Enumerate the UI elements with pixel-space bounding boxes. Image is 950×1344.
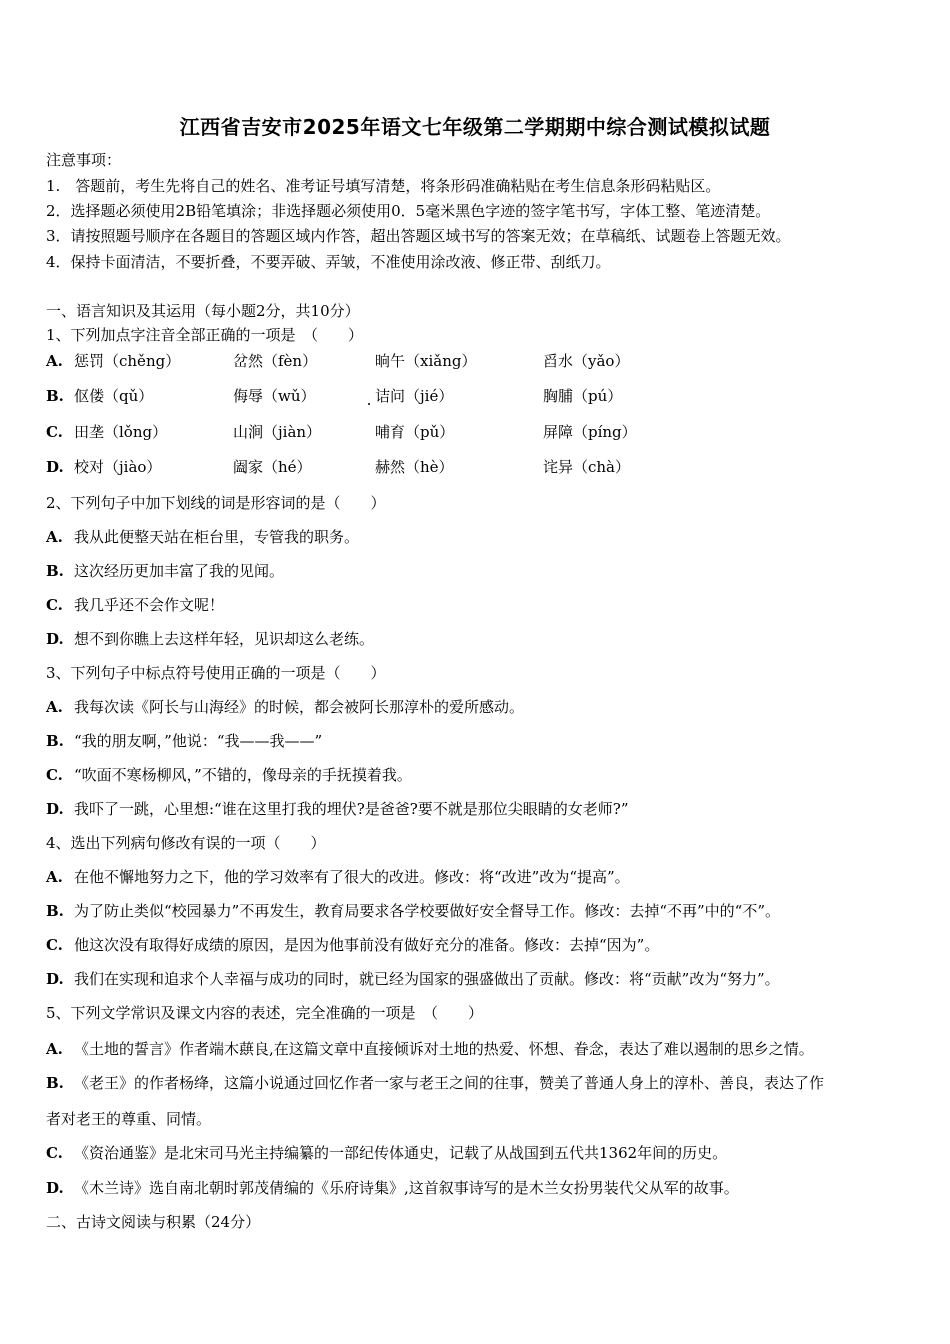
question-2-option-c — [46, 595, 224, 615]
option-key: B. — [46, 902, 64, 920]
option-key: C. — [46, 423, 63, 441]
option-text: 他这次没有取得好成绩的原因，是因为他事前没有做好充分的准备。修改：去掉“因为”。 — [74, 936, 660, 954]
question-4-option-c — [46, 935, 659, 955]
option-text: 我从此便整天站在柜台里，专管我的职务。 — [74, 528, 360, 546]
option-cell: 哺育（pǔ） — [375, 423, 455, 441]
option-key: C. — [46, 596, 63, 614]
option-key: B. — [46, 387, 64, 405]
option-key: D. — [46, 458, 64, 476]
question-2-option-b — [46, 561, 284, 581]
question-5-option-b-continued — [46, 1109, 211, 1129]
option-cell: 伛偻（qǔ） — [74, 387, 154, 405]
question-4-option-a — [46, 867, 630, 887]
page-title: 江西省吉安市2025年语文七年级第二学期期中综合测试模拟试题 — [179, 115, 771, 139]
question-2-option-a — [46, 527, 359, 547]
notice-item: 1. 答题前，考生先将自己的姓名、准考证号填写清楚，将条形码准确粘贴在考生信息条形码粘贴区。 — [46, 177, 721, 195]
option-text: 这次经历更加丰富了我的见闻。 — [74, 562, 285, 580]
option-cell: 田垄（lǒng） — [74, 423, 168, 441]
question-3-stem: 3、下列句子中标点符号使用正确的一项是（ ） — [46, 664, 386, 682]
option-cell: 诧异（chà） — [543, 458, 631, 476]
option-cell: 舀水（yǎo） — [543, 352, 630, 370]
option-text: 为了防止类似“校园暴力”不再发生，教育局要求各学校要做好安全督导工作。修改：去掉“不再”中的“不”。 — [74, 902, 781, 920]
question-2-stem: 2、下列句子中加下划线的词是形容词的是（ ） — [46, 494, 386, 512]
option-cell: 山涧（jiàn） — [233, 423, 322, 441]
option-key: A. — [46, 868, 63, 886]
option-text: 《老王》的作者杨绛，这篇小说通过回忆作者一家与老王之间的往事，赞美了普通人身上的淳朴、善良，表达了作 — [74, 1074, 825, 1092]
option-text: 想不到你瞧上去这样年轻，见识却这么老练。 — [74, 630, 375, 648]
option-text: 我每次读《阿长与山海经》的时候，都会被阿长那淳朴的爱所感动。 — [74, 698, 525, 716]
option-key: B. — [46, 562, 64, 580]
option-key: B. — [46, 1074, 64, 1092]
option-cell: 屏障（píng） — [543, 423, 637, 441]
notice-heading: 注意事项： — [46, 151, 122, 169]
option-key: C. — [46, 766, 63, 784]
option-cell: 赫然（hè） — [375, 458, 454, 476]
question-5-option-d — [46, 1178, 739, 1198]
option-text: 我们在实现和追求个人幸福与成功的同时，就已经为国家的强盛做出了贡献。修改：将“贡献”改为“努力”。 — [74, 970, 780, 988]
option-key: B. — [46, 732, 64, 750]
option-cell: 胸脯（pú） — [543, 387, 623, 405]
question-3-option-a — [46, 697, 524, 717]
option-text: 《土地的誓言》作者端木蕻良,在这篇文章中直接倾诉对土地的热爱、怀想、眷念，表达了难以遏制的思乡之情。 — [74, 1040, 814, 1058]
option-text: 者对老王的尊重、同情。 — [46, 1110, 212, 1128]
option-key: D. — [46, 630, 64, 648]
option-cell: 惩罚（chěng） — [74, 352, 181, 370]
question-4-option-b — [46, 901, 780, 921]
option-key: D. — [46, 1179, 64, 1197]
option-cell: 岔然（fèn） — [233, 352, 318, 370]
option-key: A. — [46, 528, 63, 546]
option-text: “我的朋友啊，”他说：“我——我——” — [74, 732, 323, 750]
option-key: C. — [46, 936, 63, 954]
option-key: D. — [46, 970, 64, 988]
question-2-option-d — [46, 629, 374, 649]
option-cell: 侮辱（wǔ） — [233, 387, 316, 405]
section-heading-2: 二、古诗文阅读与积累（24分） — [46, 1213, 261, 1231]
question-3-option-b — [46, 731, 322, 751]
question-3-option-d — [46, 799, 629, 819]
option-text: 我吓了一跳，心里想:“谁在这里打我的埋伏?是爸爸?要不就是那位尖眼睛的女老师?” — [74, 800, 629, 818]
question-4-option-d — [46, 969, 780, 989]
option-cell: 校对（jiào） — [74, 458, 162, 476]
option-key: C. — [46, 1144, 63, 1162]
emphasis-dot — [368, 403, 370, 405]
notice-item: 4．保持卡面清洁，不要折叠，不要弄破、弄皱，不准使用涂改液、修正带、刮纸刀。 — [46, 253, 611, 271]
notice-item: 3．请按照题号顺序在各题目的答题区域内作答，超出答题区域书写的答案无效；在草稿纸、试题卷上答题无效。 — [46, 227, 791, 245]
notice-item: 2．选择题必须使用2B铅笔填涂；非选择题必须使用0．5毫米黑色字迹的签字笔书写，字体工整、笔迹清楚。 — [46, 202, 771, 220]
option-text: 《资治通鉴》是北宋司马光主持编纂的一部纪传体通史，记载了从战国到五代共1362年间的历史。 — [74, 1144, 728, 1162]
section-heading-1: 一、语言知识及其运用（每小题2分，共10分） — [46, 302, 360, 320]
option-cell: 阖家（hé） — [233, 458, 312, 476]
option-key: A. — [46, 1040, 63, 1058]
question-5-stem: 5、下列文学常识及课文内容的表述，完全准确的一项是 （ ） — [46, 1004, 484, 1022]
question-5-option-a — [46, 1039, 814, 1059]
question-1-stem: 1、下列加点字注音全部正确的一项是 （ ） — [46, 326, 364, 344]
option-key: A. — [46, 352, 63, 370]
option-text: 我几乎还不会作文呢！ — [74, 596, 225, 614]
question-3-option-c — [46, 765, 412, 785]
option-cell: 诘问（jié） — [375, 387, 454, 405]
option-text: 《木兰诗》选自南北朝时郭茂倩编的《乐府诗集》,这首叙事诗写的是木兰女扮男装代父从军的故事。 — [74, 1179, 739, 1197]
option-key: A. — [46, 698, 63, 716]
option-cell: 晌午（xiǎng） — [375, 352, 477, 370]
option-text: “吹面不寒杨柳风，”不错的，像母亲的手抚摸着我。 — [74, 766, 412, 784]
option-key: D. — [46, 800, 64, 818]
question-5-option-c — [46, 1143, 727, 1163]
question-4-stem: 4、选出下列病句修改有误的一项（ ） — [46, 834, 326, 852]
question-5-option-b — [46, 1073, 824, 1093]
option-text: 在他不懈地努力之下，他的学习效率有了很大的改进。修改：将“改进”改为“提高”。 — [74, 868, 630, 886]
